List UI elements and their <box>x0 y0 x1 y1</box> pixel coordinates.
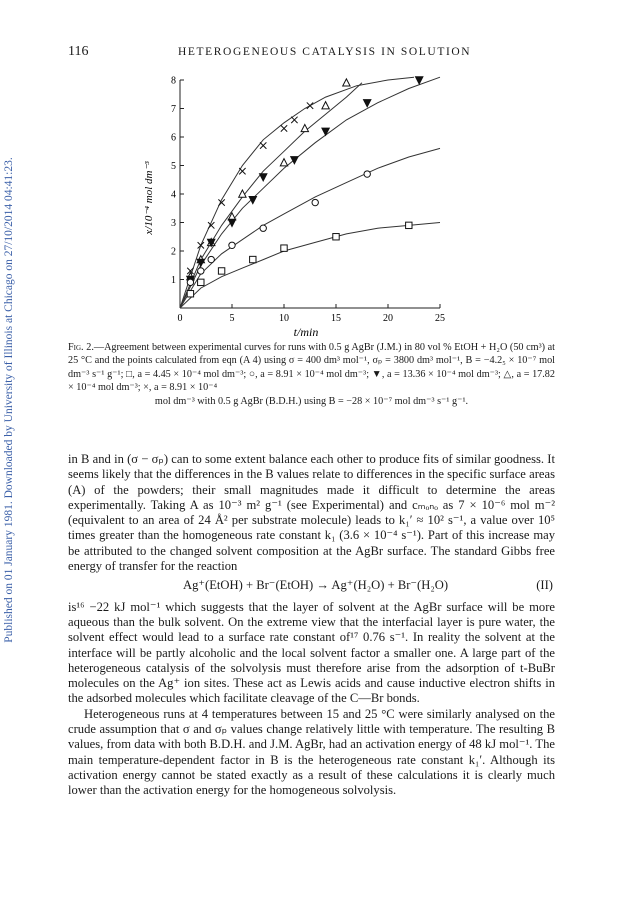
circle-point <box>312 199 318 205</box>
figure-caption <box>68 341 555 408</box>
square-point <box>198 279 204 285</box>
cross-point <box>281 125 287 131</box>
y-tick-label: 4 <box>171 189 176 201</box>
download-watermark <box>2 80 16 720</box>
triangle-point <box>322 102 329 109</box>
x-tick-label: 0 <box>177 313 183 324</box>
y-tick-label: 8 <box>171 75 176 87</box>
x-tick-label: 20 <box>383 313 393 324</box>
x-tick-label: 10 <box>279 313 289 324</box>
filled-triangle-point <box>322 128 329 135</box>
circle-point <box>229 242 235 248</box>
paragraph-3: Heterogeneous runs at 4 temperatures between 15 and 25 °C were similarly analysed on the crude assumption that σ and σₚ values change relatively little with temperature. The resulting B values, from data with both B.D.H. and J.M. AgBr, had an activation energy of 48 kJ mol⁻¹. The main temperature-dependent factor in B is the heterogeneous rate constant k₁′. Although its activation energy cannot be stated exactly as a result of these calculations it is clearly much lower than the activation energy for the homogeneous solvolysis. <box>68 706 555 798</box>
square-point <box>406 222 412 228</box>
filled-triangle-point <box>291 157 298 164</box>
running-title: HETEROGENEOUS CATALYSIS IN SOLUTION <box>178 46 472 58</box>
cross-point <box>198 242 204 248</box>
cross-point <box>307 102 313 108</box>
square-point <box>250 256 256 262</box>
page-number: 116 <box>68 44 89 59</box>
fitted-curve <box>180 223 440 309</box>
cross-point <box>239 168 245 174</box>
square-point <box>187 291 193 297</box>
y-tick-label: 5 <box>171 161 176 172</box>
filled-triangle-point <box>260 174 267 181</box>
x-tick-label: 15 <box>331 313 341 324</box>
triangle-point <box>280 159 287 166</box>
circle-point <box>208 256 214 262</box>
x-tick-group <box>178 304 446 324</box>
fitted-curve <box>180 77 414 308</box>
filled-triangle-point <box>228 219 235 226</box>
download-watermark-text: Published on 01 January 1981. Downloaded by University of Illinois at Chicago on 27/10/2014 04:41:23. <box>3 157 15 643</box>
paragraph-2: is¹⁶ −22 kJ mol⁻¹ which suggests that the layer of solvent at the AgBr surface will be more aqueous than the bulk solvent. On the extreme view that the interfacial layer is pure water, the solvent effect would lead to a surface rate constant of¹⁷ 0.76 s⁻¹. In reality the solvent at the interface will be partly alcoholic and the local solvent factor a smaller one. A large part of the heterogeneous catalysis of the solvolysis must therefore arise from the adsorption of t-BuBr molecules on the Ag⁺ ion sites. These act as Lewis acids and cause inductive electron shifts in the adsorbed molecules which facilitate cleavage of the C—Br bonds. <box>68 599 555 706</box>
triangle-point <box>343 79 350 86</box>
y-tick-label: 3 <box>171 218 176 229</box>
y-tick-label: 7 <box>171 104 176 115</box>
circle-point <box>260 225 266 231</box>
y-tick-label: 2 <box>171 246 176 258</box>
square-point <box>281 245 287 251</box>
y-axis-label: x/10⁻⁴ mol dm⁻³ <box>143 161 155 235</box>
body-text <box>68 452 555 799</box>
y-tick-label: 6 <box>171 132 176 144</box>
x-tick-label: 25 <box>435 313 445 324</box>
triangle-point <box>301 124 308 131</box>
y-tick-label: 1 <box>171 275 176 286</box>
data-points <box>187 77 423 297</box>
cross-point <box>291 117 297 123</box>
caption-last-line: mol dm⁻³ with 0.5 g AgBr (B.D.H.) using B = −28 × 10⁻⁷ mol dm⁻³ s⁻¹ g⁻¹. <box>154 395 469 407</box>
figure-2 <box>130 72 460 340</box>
fitted-curve <box>180 83 362 308</box>
circle-point <box>187 279 193 285</box>
paragraph-1: in B and in (σ − σₚ) can to some extent balance each other to produce fits of similar goodness. It seems likely that the differences in the B values relate to differences in the specific surface areas (A) of the powders; their small magnitudes made it difficult to determine the areas experimentally. Taking A as 10⁻³ m² g⁻¹ (see Experimental) and cₘₒₙₒ as 7 × 10⁻⁶ mol m⁻² (equivalent to an area of 24 Å² per substrate molecule) leads to k₁′ ≈ 10² s⁻¹, a value over 10⁵ times greater than the homogeneous rate constant k₁ (3.6 × 10⁻⁴ s⁻¹). Part of this increase may be attributed to the changed solvent composition at the AgBr surface. The standard Gibbs free energy of transfer for the reaction <box>68 452 555 574</box>
reaction-formula: Ag⁺(EtOH) + Br⁻(EtOH) → Ag⁺(H₂O) + Br⁻(H₂O) <box>183 578 449 593</box>
x-axis-label: t/min <box>293 325 319 339</box>
page-header <box>68 44 575 64</box>
filled-triangle-point <box>416 77 423 84</box>
reaction-number: (II) <box>536 578 553 593</box>
fitted-curve <box>180 148 440 308</box>
reaction-equation <box>68 578 555 593</box>
caption-label: Fig. 2. <box>68 342 94 353</box>
circle-point <box>364 171 370 177</box>
filled-triangle-point <box>364 100 371 107</box>
square-point <box>218 268 224 274</box>
cross-point <box>260 142 266 148</box>
kinetics-chart <box>130 72 460 340</box>
x-tick-label: 5 <box>229 313 235 324</box>
caption-text: —Agreement between experimental curves for runs with 0.5 g AgBr (J.M.) in 80 vol % EtOH + H₂O (50 cm³) at 25 °C and the points calculated from eqn (A 4) using σ = 400 dm³ mol⁻¹, σₚ = 3800 dm³ mol⁻¹, B = −4.2₅ × 10⁻⁷ mol dm⁻³ s⁻¹ g⁻¹; □, a = 4.45 × 10⁻⁴ mol dm⁻³; ○, a = 8.91 × 10⁻⁴ mol dm⁻³; ▼, a = 13.36 × 10⁻⁴ mol dm⁻³; △, a = 17.82 × 10⁻⁴ mol dm⁻³; ×, a = 8.91 × 10⁻⁴ <box>68 342 555 394</box>
circle-point <box>198 268 204 274</box>
y-tick-group <box>171 76 184 287</box>
square-point <box>333 234 339 240</box>
